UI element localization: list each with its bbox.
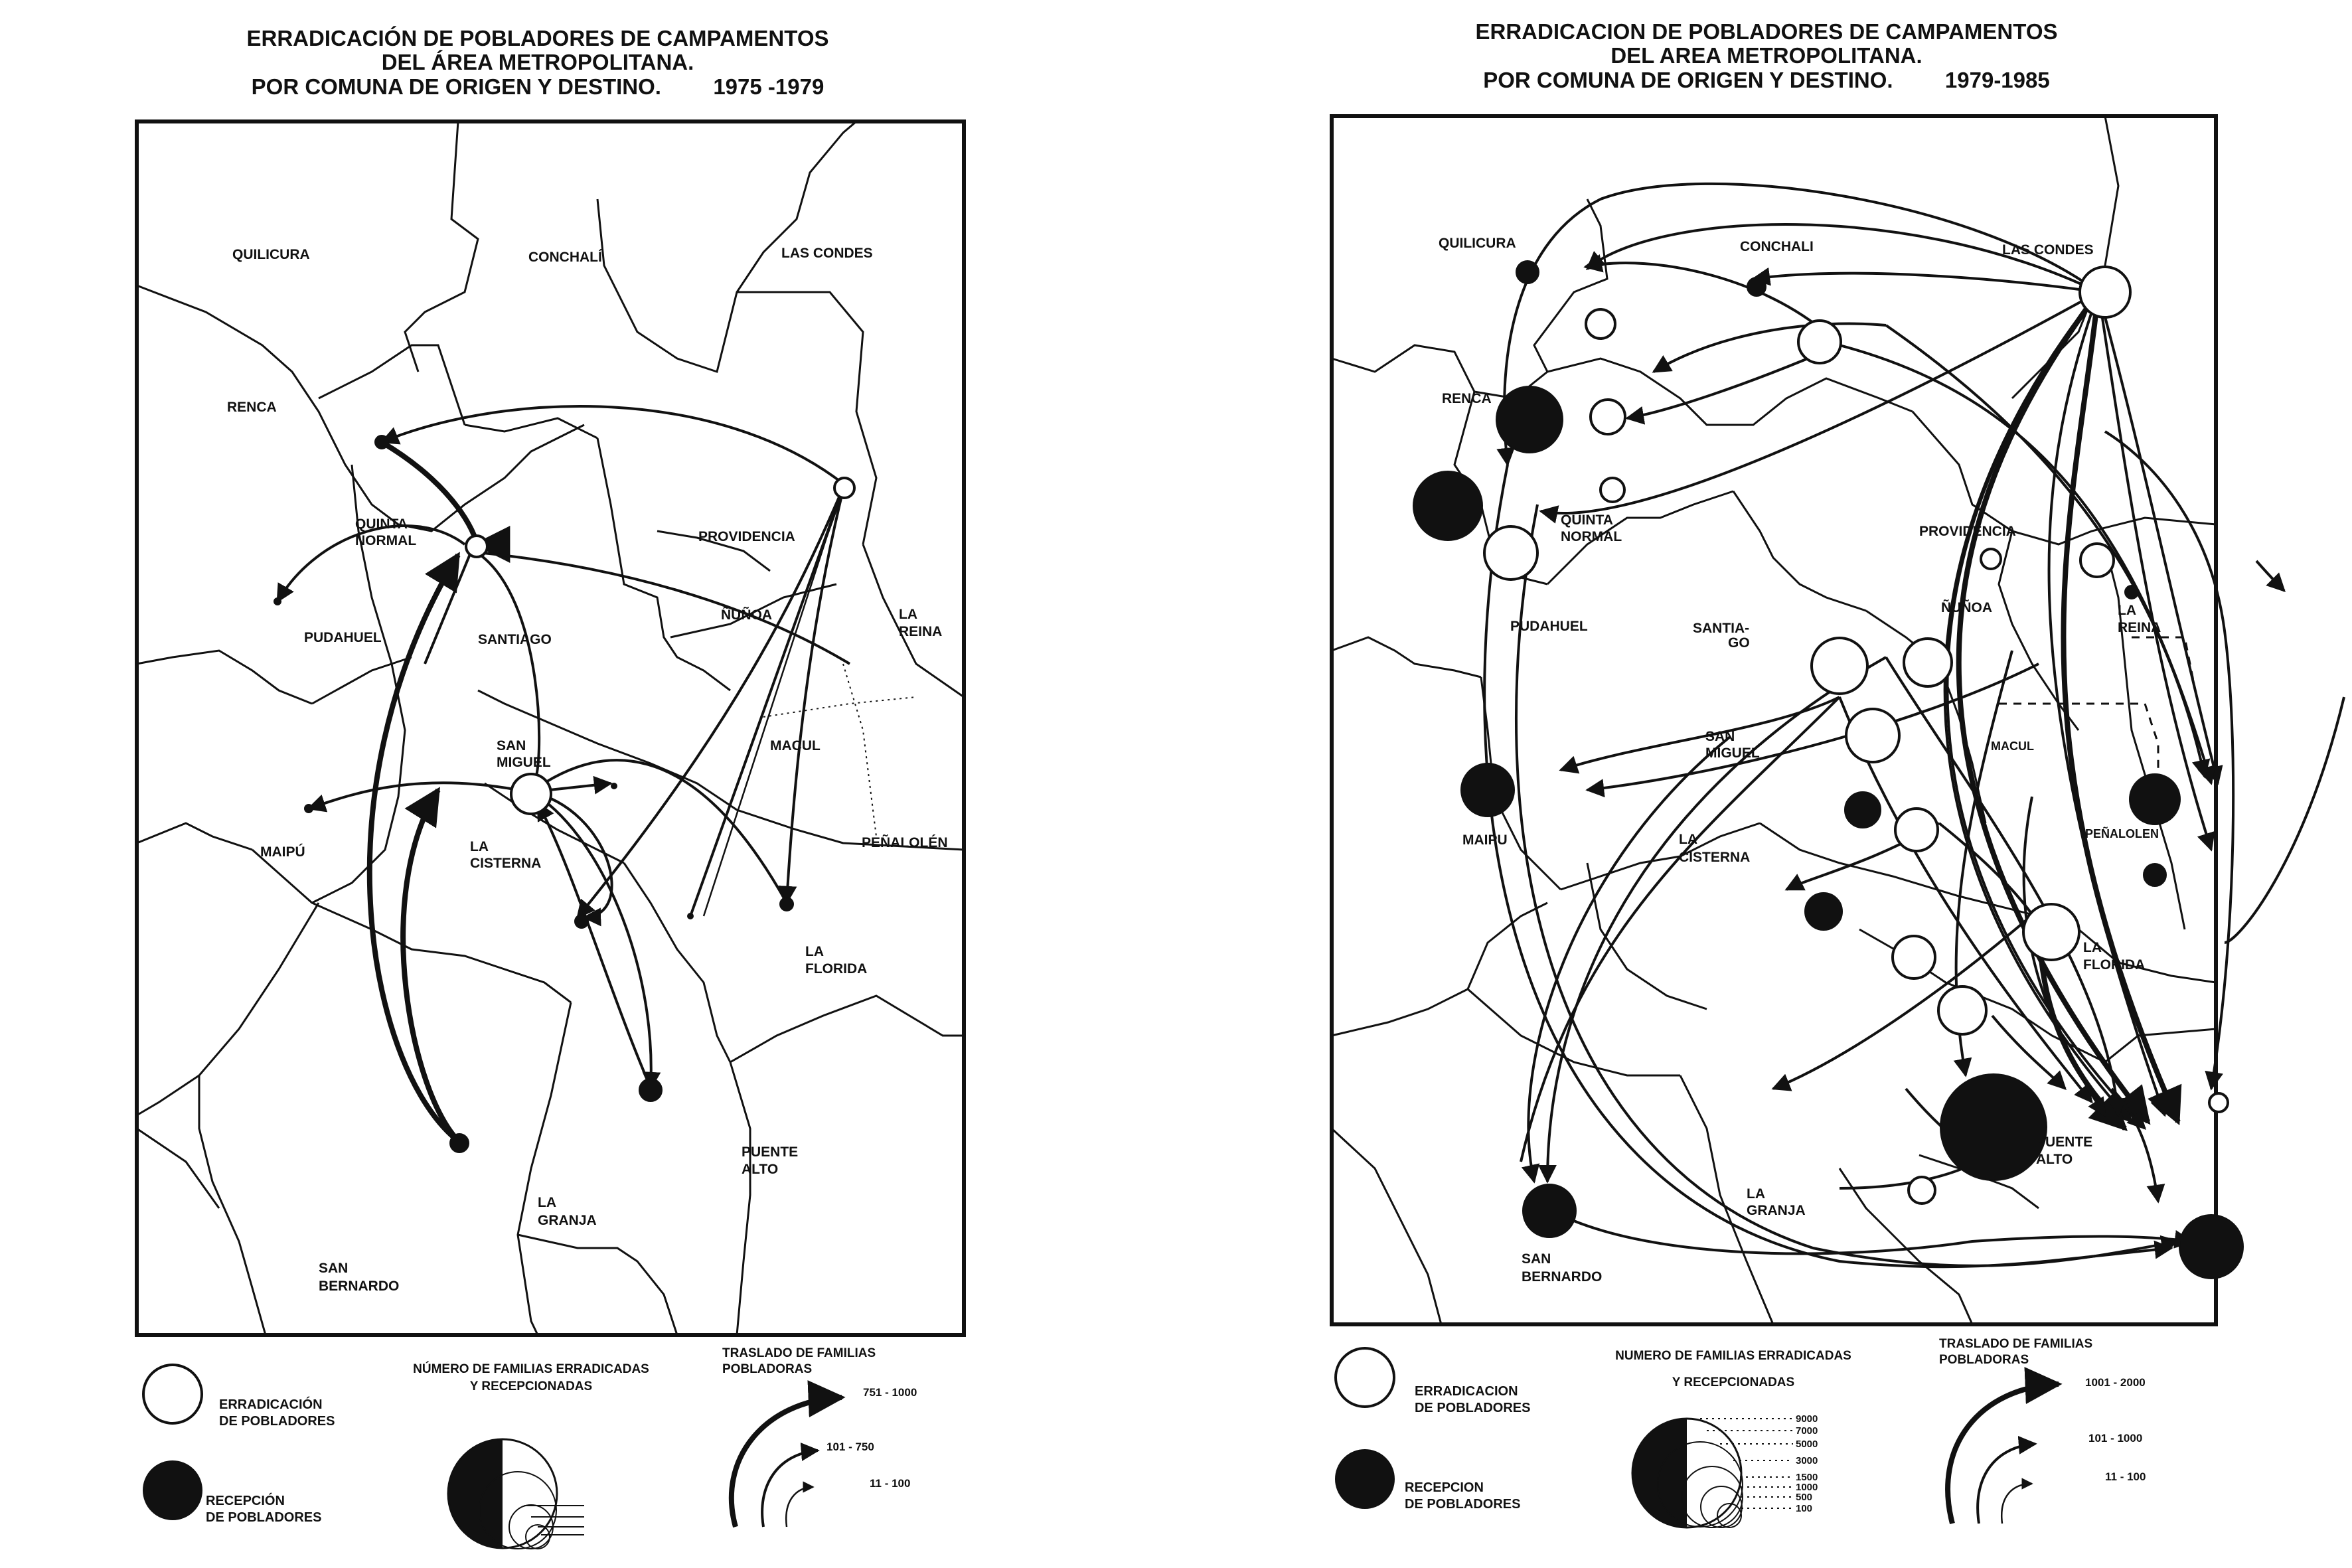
label-la-granja-1: LA — [1747, 1186, 1765, 1202]
label-las-condes: LAS CONDES — [781, 246, 873, 261]
legend-thin-arrow-icon — [786, 1487, 813, 1527]
legend-eradication-1: ERRADICACION — [1415, 1384, 1518, 1399]
label-la-granja-2: GRANJA — [1747, 1203, 1806, 1218]
label-san-miguel-2: MIGUEL — [497, 755, 551, 770]
reception-dot-renca — [375, 435, 388, 449]
label-san-miguel-2: MIGUEL — [1705, 745, 1760, 761]
reception-circle-conchali — [1747, 277, 1766, 296]
legend-number-1: NÚMERO DE FAMILIAS ERRADICADAS — [413, 1362, 649, 1376]
label-san-bernardo-1: SAN — [319, 1261, 349, 1276]
label-santiago: SANTIAGO — [478, 632, 552, 647]
left-title-line2: DEL ÁREA METROPOLITANA. — [381, 50, 694, 75]
label-maipu: MAIPU — [1462, 832, 1508, 848]
reception-circle-renca — [1496, 386, 1563, 453]
legend-range-mid: 101 - 1000 — [2088, 1432, 2143, 1445]
label-quilicura: QUILICURA — [232, 247, 310, 262]
label-pudahuel: PUDAHUEL — [304, 630, 382, 645]
legend-range-high: 751 - 1000 — [863, 1386, 917, 1399]
legend-filled-circle-icon — [143, 1461, 202, 1520]
legend-thin-arrow-icon — [2001, 1484, 2032, 1524]
label-quinta-normal-1: QUINTA — [1561, 512, 1613, 528]
right-title-years: 1979-1985 — [1944, 67, 2050, 92]
legend-range-high: 1001 - 2000 — [2085, 1376, 2146, 1389]
label-pudahuel: PUDAHUEL — [1510, 619, 1588, 634]
scale-500: 500 — [1796, 1492, 1813, 1503]
legend-reception-1: RECEPCIÓN — [206, 1494, 285, 1508]
legend-transfer-1: TRASLADO DE FAMILIAS — [1939, 1337, 2093, 1351]
left-title-line3: POR COMUNA DE ORIGEN Y DESTINO. — [251, 74, 661, 99]
eradication-circle-renca-east — [1591, 400, 1625, 434]
eradication-circle-san-miguel — [1846, 709, 1899, 762]
eradication-circle-la-granja-east — [1938, 986, 1986, 1034]
label-la-cisterna-1: LA — [1679, 832, 1697, 847]
label-nunoa: ÑUÑOA — [1941, 600, 1992, 615]
legend-transfer-2: POBLADORAS — [1939, 1353, 2029, 1367]
left-commune-boundaries — [137, 121, 964, 1335]
legend-open-circle-icon — [1336, 1348, 1394, 1407]
label-quinta-normal-2: NORMAL — [1561, 529, 1622, 544]
eradication-circle-nunoa-north — [1981, 549, 2001, 569]
eradication-circle-conchali-west — [1586, 309, 1615, 339]
right-map-panel — [1176, 0, 2352, 1568]
legend-transfer-2: POBLADORAS — [722, 1362, 813, 1376]
eradication-circle-pudahuel — [1484, 526, 1537, 580]
right-legend — [1336, 1337, 2146, 1528]
label-las-condes: LAS CONDES — [2002, 242, 2094, 258]
eradication-circle-la-florida — [2023, 904, 2079, 960]
label-providencia: PROVIDENCIA — [1919, 524, 2016, 539]
reception-dot-pudahuel — [274, 598, 281, 605]
left-legend — [143, 1346, 917, 1549]
scale-7000: 7000 — [1796, 1425, 1818, 1437]
label-quilicura: QUILICURA — [1439, 236, 1516, 251]
reception-dot-san-bernardo — [450, 1134, 469, 1152]
scale-9000: 9000 — [1796, 1413, 1818, 1425]
label-penalolen: PEÑALOLEN — [2085, 827, 2159, 840]
scale-1500: 1500 — [1796, 1472, 1818, 1483]
eradication-circle-la-granja-north — [1893, 936, 1935, 979]
label-la-reina-2: REINA — [2118, 620, 2161, 635]
label-puente-alto-1: PUENTE — [2036, 1135, 2093, 1150]
scale-5000: 5000 — [1796, 1439, 1818, 1450]
reception-circle-la-cisterna — [1805, 893, 1842, 930]
right-title-line2: DEL AREA METROPOLITANA. — [1610, 43, 1922, 68]
label-la-florida-1: LA — [2083, 940, 2102, 955]
legend-size-scale — [1632, 1413, 1818, 1528]
label-renca: RENCA — [1442, 391, 1492, 406]
reception-dot-la-cisterna — [575, 915, 588, 928]
label-nunoa: ÑUÑOA — [721, 607, 772, 623]
label-la-cisterna-2: CISTERNA — [470, 856, 542, 871]
left-title-years: 1975 -1979 — [713, 74, 824, 99]
reception-circle-san-bernardo — [1523, 1184, 1576, 1237]
legend-reception-2: DE POBLADORES — [206, 1510, 322, 1525]
reception-circle-maipu — [1461, 763, 1514, 817]
reception-circle-la-granja — [1940, 1074, 2047, 1180]
label-macul: MACUL — [1991, 740, 2034, 753]
label-macul: MACUL — [770, 738, 821, 753]
label-san-bernardo-1: SAN — [1522, 1251, 1551, 1267]
label-san-bernardo-2: BERNARDO — [1522, 1269, 1603, 1285]
reception-dot-maipu — [305, 805, 313, 813]
label-maipu: MAIPÚ — [260, 844, 305, 860]
legend-filled-circle-icon — [1336, 1450, 1394, 1508]
right-title-line1: ERRADICACION DE POBLADORES DE CAMPAMENTOS — [1475, 19, 2058, 44]
label-penalolen: PEÑALOLÉN — [862, 835, 948, 850]
label-la-reina-1: LA — [2118, 603, 2136, 618]
left-commune-labels — [227, 246, 948, 1294]
legend-medium-arrow-icon — [762, 1450, 818, 1527]
label-santiago-2: GO — [1728, 635, 1750, 651]
eradication-circle-santiago — [1812, 638, 1867, 694]
eradication-circle-puente-alto — [2209, 1093, 2228, 1112]
left-title-line1: ERRADICACIÓN DE POBLADORES DE CAMPAMENTOS — [246, 26, 829, 50]
reception-circle-la-cisterna-north — [1845, 792, 1881, 828]
legend-number-2: Y RECEPCIONADAS — [1672, 1375, 1795, 1389]
reception-circle-penalolen — [2130, 774, 2180, 824]
legend-open-circle-icon — [143, 1365, 202, 1423]
eradication-circle-la-granja-south — [1909, 1177, 1935, 1204]
reception-dot-san-miguel-east — [611, 783, 617, 789]
label-la-florida-2: FLORIDA — [2083, 957, 2146, 973]
legend-size-scale — [448, 1439, 584, 1549]
legend-range-low: 11 - 100 — [870, 1477, 911, 1490]
legend-eradication-1: ERRADICACIÓN — [219, 1397, 323, 1412]
label-la-granja-2: GRANJA — [538, 1213, 597, 1228]
scale-100: 100 — [1796, 1503, 1813, 1514]
label-san-miguel-1: SAN — [1705, 729, 1735, 744]
label-santiago-1: SANTIA- — [1693, 621, 1750, 636]
eradication-circle-las-condes — [834, 478, 854, 498]
label-providencia: PROVIDENCIA — [698, 529, 795, 544]
legend-reception-2: DE POBLADORES — [1405, 1497, 1521, 1512]
eradication-circle-la-cisterna — [1895, 809, 1938, 851]
legend-eradication-2: DE POBLADORES — [219, 1414, 335, 1429]
legend-range-low: 11 - 100 — [2105, 1470, 2146, 1483]
right-circles — [1413, 261, 2243, 1279]
label-la-cisterna-2: CISTERNA — [1679, 850, 1751, 865]
legend-transfer-1: TRASLADO DE FAMILIAS — [722, 1346, 876, 1360]
label-puente-alto-2: ALTO — [742, 1162, 779, 1177]
eradication-circle-quinta-normal — [1601, 478, 1624, 502]
reception-dot-la-granja — [639, 1079, 662, 1101]
label-la-florida-1: LA — [805, 944, 824, 959]
legend-range-mid: 101 - 750 — [826, 1441, 874, 1453]
eradication-circle-santiago — [466, 536, 487, 557]
label-conchali: CONCHALÍ — [528, 250, 602, 265]
right-map-svg — [1176, 0, 2352, 1568]
eradication-circle-las-condes — [2080, 267, 2130, 317]
eradication-circle-nunoa — [1904, 639, 1952, 686]
label-la-reina-2: REINA — [899, 624, 943, 639]
label-la-granja-1: LA — [538, 1195, 556, 1210]
label-san-bernardo-2: BERNARDO — [319, 1279, 400, 1294]
reception-circle-quilicura — [1516, 261, 1539, 283]
reception-dot-la-reina — [2125, 586, 2138, 599]
eradication-circle-san-miguel — [511, 774, 551, 814]
legend-number-1: NUMERO DE FAMILIAS ERRADICADAS — [1615, 1349, 1851, 1363]
label-conchali: CONCHALI — [1740, 239, 1814, 254]
label-la-florida-2: FLORIDA — [805, 961, 868, 977]
label-renca: RENCA — [227, 400, 277, 415]
label-san-miguel-1: SAN — [497, 738, 526, 753]
reception-dot-la-florida — [780, 898, 793, 911]
label-quinta-normal-1: QUINTA — [355, 516, 408, 532]
legend-number-2: Y RECEPCIONADAS — [469, 1379, 593, 1393]
eradication-circle-conchali-south — [1798, 321, 1841, 363]
scale-3000: 3000 — [1796, 1455, 1818, 1466]
label-la-cisterna-1: LA — [470, 839, 489, 854]
legend-reception-1: RECEPCION — [1405, 1480, 1484, 1495]
reception-circle-pudahuel-north — [1413, 471, 1482, 540]
label-puente-alto-2: ALTO — [2036, 1152, 2073, 1167]
reception-dot-penalolen-south — [2144, 864, 2166, 886]
right-title-line3: POR COMUNA DE ORIGEN Y DESTINO. — [1483, 67, 1893, 92]
label-quinta-normal-2: NORMAL — [355, 533, 417, 548]
legend-eradication-2: DE POBLADORES — [1415, 1401, 1531, 1415]
label-la-reina-1: LA — [899, 607, 917, 622]
reception-dot-la-granja-north — [688, 913, 693, 919]
reception-circle-puente-alto — [2179, 1215, 2243, 1279]
label-puente-alto-1: PUENTE — [742, 1144, 799, 1160]
eradication-circle-la-reina — [2080, 544, 2114, 577]
scale-1000: 1000 — [1796, 1482, 1818, 1493]
